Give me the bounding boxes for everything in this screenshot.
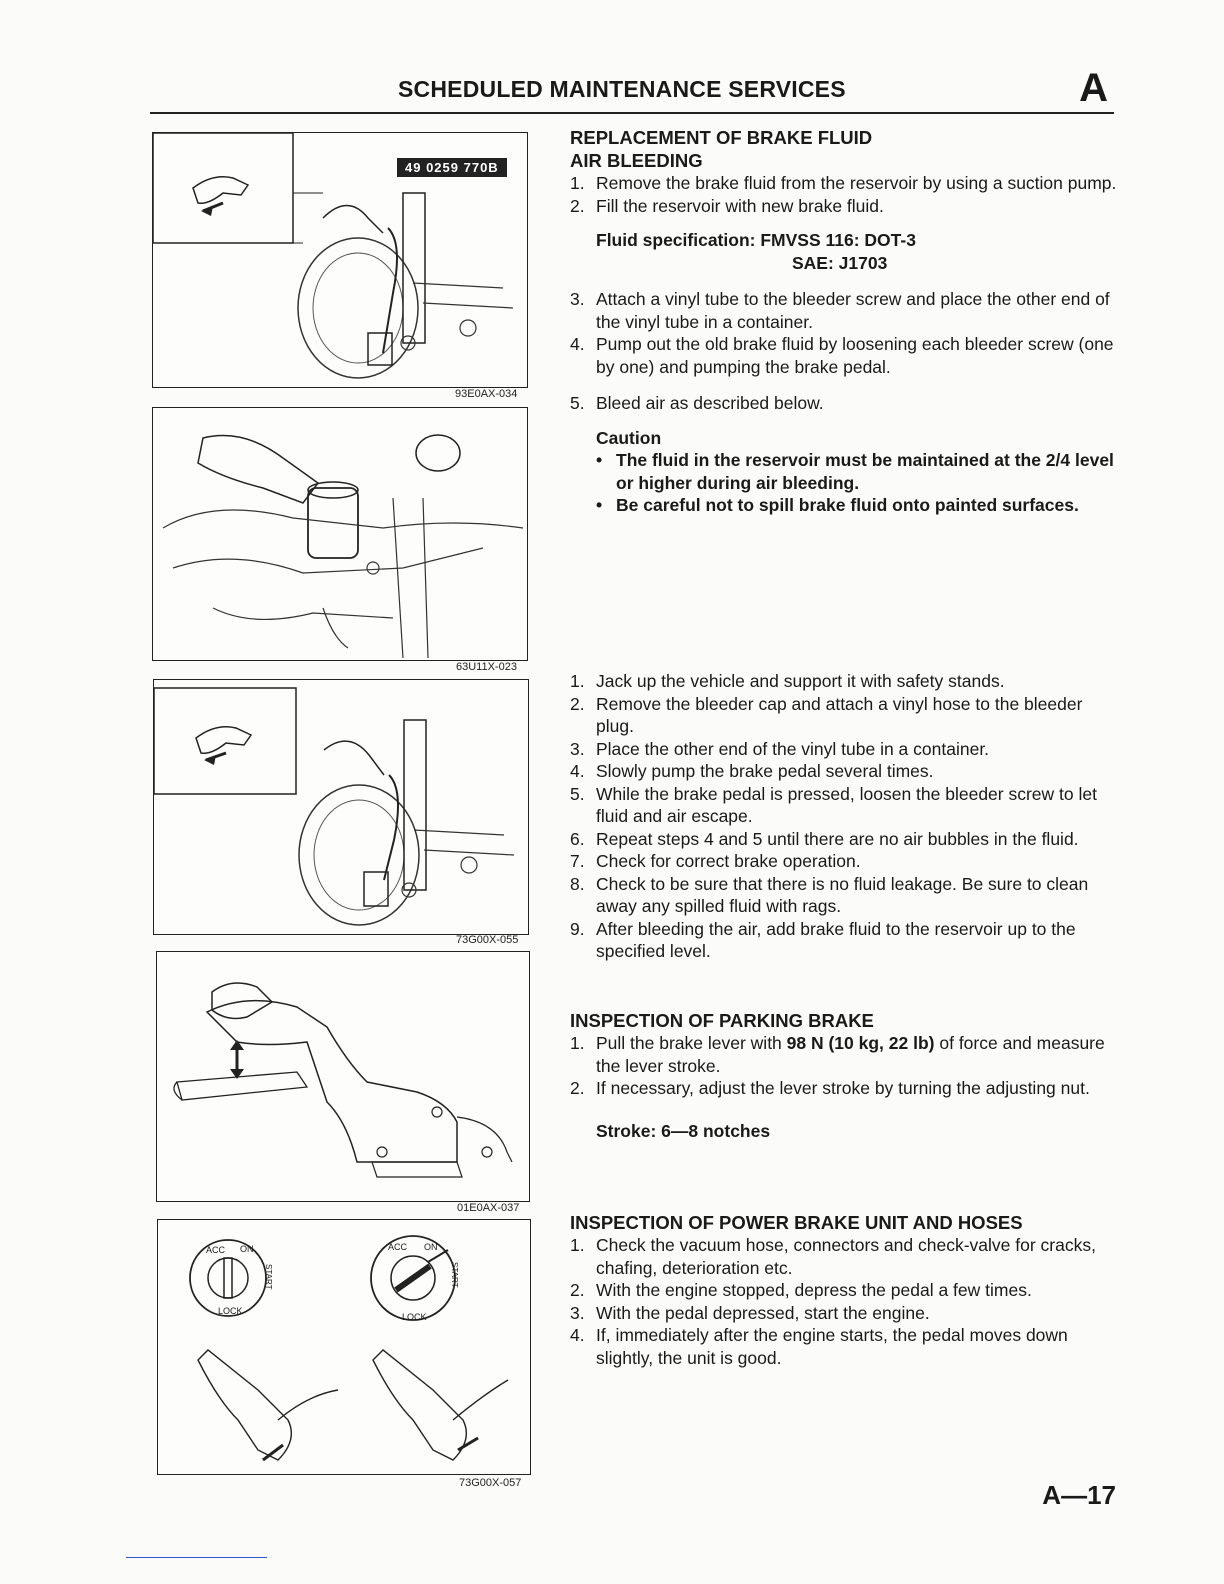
figure-brake-caliper-1	[152, 132, 528, 388]
power-brake-section	[570, 1211, 1118, 1369]
parking-brake-section	[570, 1009, 1118, 1142]
ignition-switch-and-pedal-illustration	[158, 1220, 531, 1475]
list-item: 1. Remove the brake fluid from the reservoir by using a suction pump.	[570, 173, 1117, 193]
ignition-label-acc: ACC	[388, 1242, 408, 1252]
list-item: 9. After bleeding the air, add brake fluid to the reservoir up to the specified level.	[570, 918, 1076, 961]
page-header	[150, 66, 1114, 114]
list-item: 3. Place the other end of the vinyl tube in a container.	[570, 738, 990, 759]
parking-brake-lever-illustration	[157, 952, 530, 1202]
section-letter: A	[1079, 66, 1108, 110]
figure-brake-caliper-2	[153, 679, 529, 935]
power-brake-heading: INSPECTION OF POWER BRAKE UNIT AND HOSES	[570, 1212, 1023, 1233]
stroke-specification: Stroke: 6—8 notches	[596, 1120, 771, 1141]
figure-code: 73G00X-055	[456, 934, 519, 946]
list-item: 5. While the brake pedal is pressed, loosen the bleeder screw to let fluid and air escape.	[570, 783, 1097, 826]
list-item: 7. Check for correct brake operation.	[570, 851, 861, 871]
special-tool-badge: 49 0259 770B	[397, 158, 507, 177]
list-item: 1. Jack up the vehicle and support it with safety stands.	[570, 671, 1005, 691]
list-item: 2. If necessary, adjust the lever stroke by turning the adjusting nut.	[570, 1078, 1090, 1098]
caution-title: Caution	[596, 427, 662, 448]
list-item: 1. Pull the brake lever with 98 N (10 kg, 22 lb) of force and measure the lever stroke.	[570, 1033, 1105, 1076]
caution-item: • Be careful not to spill brake fluid onto painted surfaces.	[570, 494, 1118, 517]
figure-code: 63U11X-023	[456, 661, 517, 673]
list-item: 4. If, immediately after the engine starts, the pedal moves down slightly, the unit is good.	[570, 1325, 1068, 1368]
figure-ignition-pedal	[157, 1219, 531, 1475]
list-item: 4. Pump out the old brake fluid by loosening each bleeder screw (one by one) and pumping the brake pedal.	[570, 334, 1114, 377]
list-item: 4. Slowly pump the brake pedal several times.	[570, 761, 934, 781]
list-item: 8. Check to be sure that there is no fluid leakage. Be sure to clean away any spilled fluid with rags.	[570, 873, 1089, 916]
list-item: 2. With the engine stopped, depress the pedal a few times.	[570, 1280, 1032, 1300]
caution-item: • The fluid in the reservoir must be maintained at the 2/4 level or higher during air bleeding.	[570, 449, 1118, 494]
reservoir-pump-illustration	[153, 408, 528, 661]
air-bleeding-heading: AIR BLEEDING	[570, 150, 703, 171]
figure-code: 01E0AX-037	[457, 1202, 520, 1214]
list-item: 1. Check the vacuum hose, connectors and check-valve for cracks, chafing, deterioration etc.	[570, 1235, 1096, 1278]
ignition-label-start: START	[450, 1262, 459, 1288]
ignition-label-lock: LOCK	[402, 1312, 427, 1322]
figure-code: 73G00X-057	[459, 1477, 522, 1489]
bleeding-steps	[570, 670, 1118, 963]
brake-caliper-bleeding-illustration	[154, 680, 529, 935]
list-item: 2. Fill the reservoir with new brake fluid.	[570, 195, 884, 216]
page-number: A—17	[1042, 1480, 1116, 1510]
list-item: 2. Remove the bleeder cap and attach a vinyl hose to the bleeder plug.	[570, 693, 1083, 736]
ignition-label-start: START	[264, 1264, 273, 1290]
page-title: SCHEDULED MAINTENANCE SERVICES	[398, 76, 846, 102]
figure-reservoir	[152, 407, 528, 661]
replacement-section	[570, 126, 1118, 517]
fluid-specification: Fluid specification: FMVSS 116: DOT-3	[596, 230, 916, 250]
figure-parking-brake	[156, 951, 530, 1202]
ignition-label-lock: LOCK	[218, 1306, 243, 1316]
list-item: 3. Attach a vinyl tube to the bleeder screw and place the other end of the vinyl tube in a container.	[570, 289, 1110, 332]
replacement-heading: REPLACEMENT OF BRAKE FLUID	[570, 127, 873, 148]
parking-brake-heading: INSPECTION OF PARKING BRAKE	[570, 1010, 874, 1031]
ignition-label-on: ON	[424, 1242, 438, 1252]
list-item: 3. With the pedal depressed, start the engine.	[570, 1302, 930, 1323]
ignition-label-acc: ACC	[206, 1245, 226, 1255]
figure-code: 93E0AX-034	[455, 388, 518, 400]
list-item: 5. Bleed air as described below.	[570, 393, 824, 413]
ignition-label-on: ON	[240, 1244, 254, 1254]
list-item: 6. Repeat steps 4 and 5 until there are no air bubbles in the fluid.	[570, 828, 1079, 849]
fluid-specification-sae: SAE: J1703	[792, 252, 888, 273]
divider	[126, 1557, 267, 1558]
